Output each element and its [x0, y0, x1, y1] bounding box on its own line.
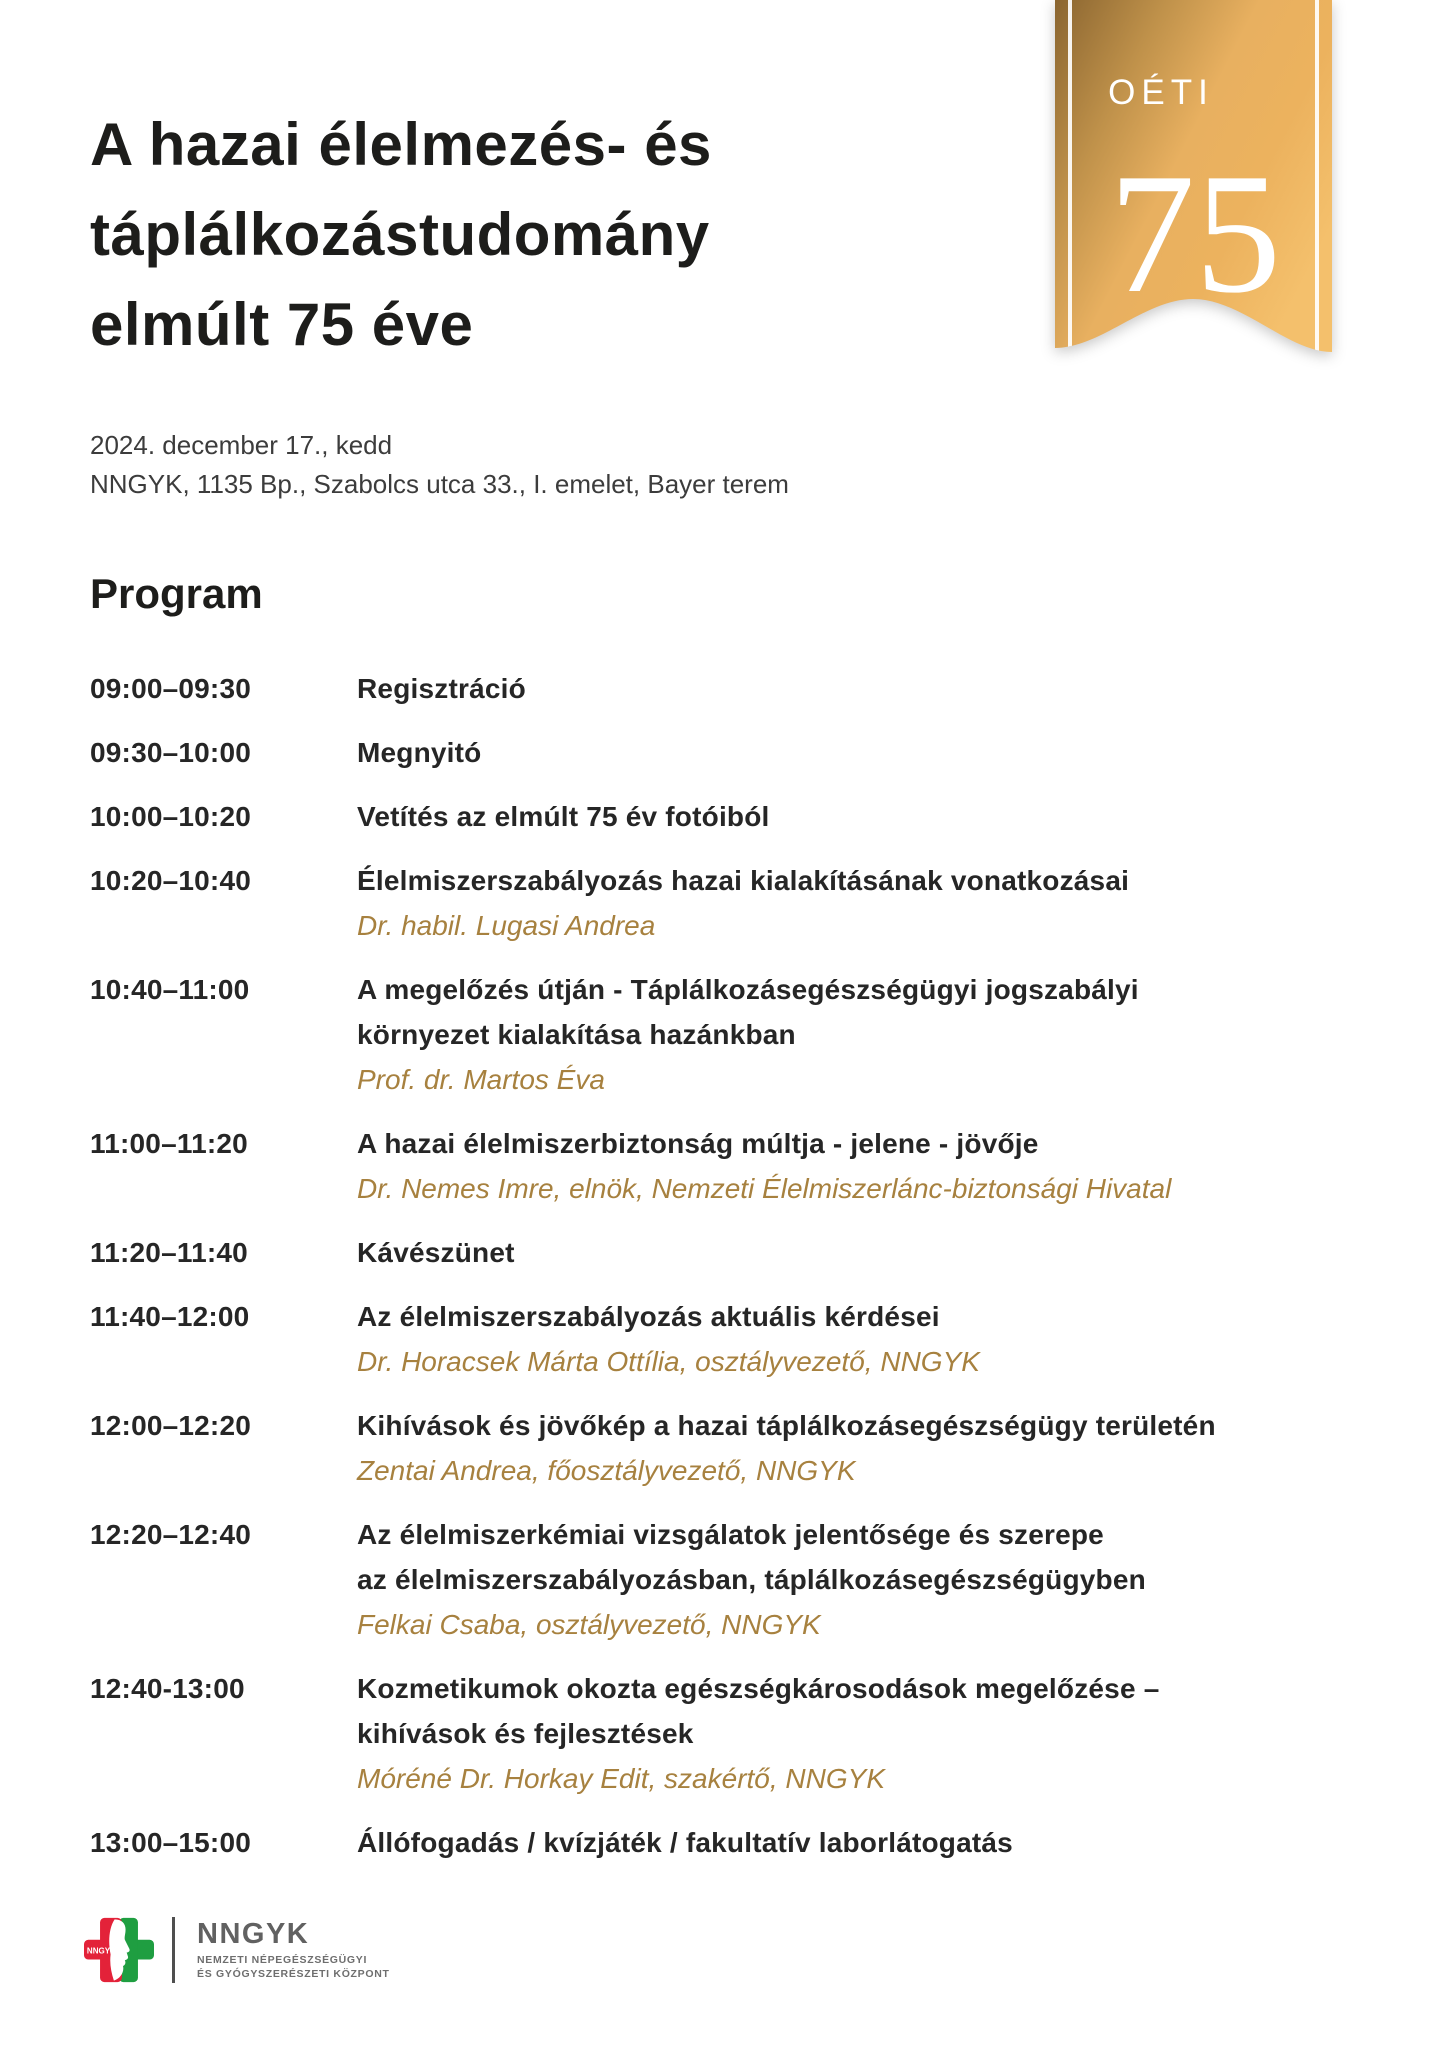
program-details — [357, 1294, 980, 1384]
program-time: 11:20–11:40 — [90, 1237, 248, 1268]
program-details — [357, 666, 526, 711]
page-title-line-3: elmúlt 75 éve — [90, 291, 474, 358]
program-row — [90, 1820, 1358, 1865]
program-row — [90, 666, 1358, 711]
program-time: 12:20–12:40 — [90, 1519, 251, 1550]
program-details — [357, 858, 1129, 948]
program-time: 12:00–12:20 — [90, 1410, 251, 1441]
program-details — [357, 1820, 1013, 1865]
program-time: 13:00–15:00 — [90, 1827, 251, 1858]
program-title: Állófogadás / kvízjáték / fakultatív laborlátogatás — [357, 1827, 1013, 1858]
program-details — [357, 1121, 1171, 1211]
program-row — [90, 730, 1358, 775]
program-time: 12:40-13:00 — [90, 1673, 245, 1704]
program-title: Az élelmiszerkémiai vizsgálatok jelentősége és szerepe az élelmiszerszabályozásban, táplálkozásegészségügyben — [357, 1519, 1146, 1595]
program-details — [357, 1666, 1159, 1801]
program-title: A megelőzés útján - Táplálkozásegészségügyi jogszabályi környezet kialakítása hazánkban — [357, 974, 1139, 1050]
program-row — [90, 794, 1358, 839]
program-title: A hazai élelmiszerbiztonság múltja - jelene - jövője — [357, 1128, 1039, 1159]
program-row — [90, 967, 1358, 1102]
event-date: 2024. december 17., kedd — [90, 430, 393, 460]
ribbon-icon — [1055, 0, 1332, 372]
program-speaker: Móréné Dr. Horkay Edit, szakértő, NNGYK — [357, 1763, 886, 1794]
program-title: Kozmetikumok okozta egészségkárosodások megelőzése – kihívások és fejlesztések — [357, 1673, 1160, 1749]
footer-divider — [172, 1917, 175, 1983]
program-time: 11:40–12:00 — [90, 1301, 250, 1332]
program-speaker: Felkai Csaba, osztályvezető, NNGYK — [357, 1609, 821, 1640]
program-title: Kihívások és jövőkép a hazai táplálkozásegészségügy területén — [357, 1410, 1216, 1441]
program-row — [90, 1403, 1358, 1493]
page-title-line-2: táplálkozástudomány — [90, 201, 710, 268]
program-row — [90, 1512, 1358, 1647]
program-details — [357, 1230, 515, 1275]
program-row — [90, 1230, 1358, 1275]
event-meta — [90, 426, 1358, 504]
ribbon-years-label: 75 — [1109, 139, 1281, 329]
footer-wordmark: NNGYK — [197, 1918, 310, 1950]
program-time: 09:00–09:30 — [90, 673, 251, 704]
ribbon-org-label: OÉTI — [1108, 73, 1214, 112]
program-time: 11:00–11:20 — [90, 1128, 248, 1159]
program-list — [90, 666, 1358, 1865]
program-time: 10:00–10:20 — [90, 801, 251, 832]
event-venue: NNGYK, 1135 Bp., Szabolcs utca 33., I. emelet, Bayer terem — [90, 469, 789, 499]
program-title: Élelmiszerszabályozás hazai kialakításának vonatkozásai — [357, 865, 1130, 896]
program-row — [90, 858, 1358, 948]
page-title-line-1: A hazai élelmezés- és — [90, 111, 712, 178]
footer-wordmark-column — [197, 1919, 390, 1981]
program-details — [357, 730, 481, 775]
program-time: 10:20–10:40 — [90, 865, 251, 896]
program-row — [90, 1121, 1358, 1211]
program-speaker: Prof. dr. Martos Éva — [357, 1064, 605, 1095]
program-time: 10:40–11:00 — [90, 974, 250, 1005]
footer-subtext-line-1: NEMZETI NÉPEGÉSZSÉGÜGYI — [197, 1954, 368, 1966]
program-time: 09:30–10:00 — [90, 737, 251, 768]
logo-cross-label: NNGYK — [86, 1946, 116, 1956]
footer-subtext — [197, 1954, 390, 1981]
program-speaker: Dr. habil. Lugasi Andrea — [357, 910, 656, 941]
program-details — [357, 1403, 1216, 1493]
footer-subtext-line-2: ÉS GYÓGYSZERÉSZETI KÖZPONT — [197, 1967, 390, 1980]
program-heading: Program — [90, 570, 263, 617]
program-title: Vetítés az elmúlt 75 év fotóiból — [357, 801, 770, 832]
program-title: Az élelmiszerszabályozás aktuális kérdései — [357, 1301, 940, 1332]
program-speaker: Dr. Nemes Imre, elnök, Nemzeti Élelmiszerlánc-biztonsági Hivatal — [357, 1173, 1172, 1204]
oeti-75-ribbon-badge — [1055, 0, 1332, 372]
program-details — [357, 794, 770, 839]
program-speaker: Dr. Horacsek Márta Ottília, osztályvezető, NNGYK — [357, 1346, 980, 1377]
program-details — [357, 1512, 1146, 1647]
footer-logo-block — [84, 1914, 390, 1986]
program-title: Regisztráció — [357, 673, 526, 704]
program-speaker: Zentai Andrea, főosztályvezető, NNGYK — [357, 1455, 856, 1486]
program-title: Megnyitó — [357, 737, 482, 768]
program-title: Kávészünet — [357, 1237, 515, 1268]
nngyk-logo-icon — [84, 1914, 154, 1986]
program-row — [90, 1666, 1358, 1801]
program-row — [90, 1294, 1358, 1384]
program-details — [357, 967, 1139, 1102]
